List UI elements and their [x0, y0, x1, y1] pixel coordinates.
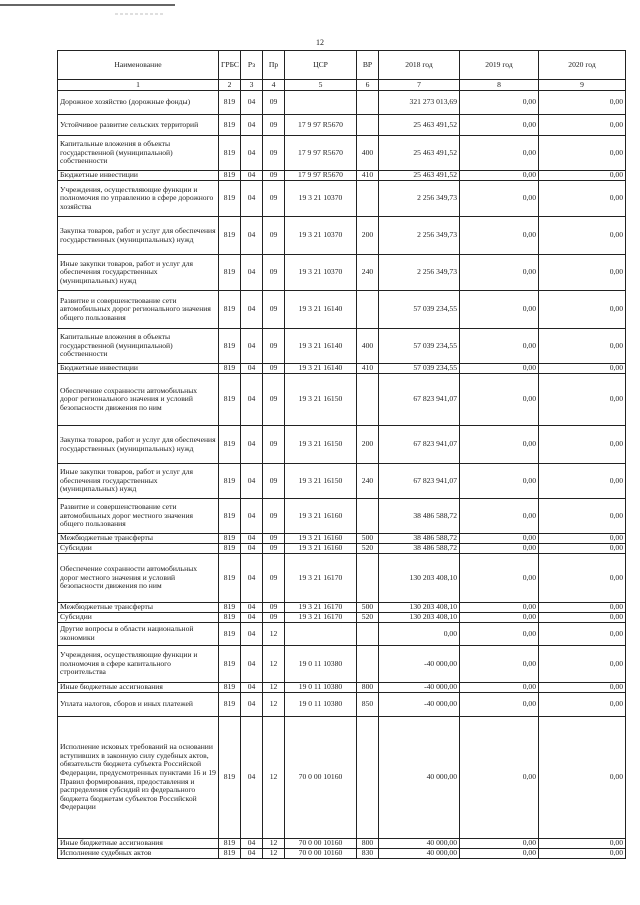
cell-2018: 38 486 588,72 — [379, 499, 460, 534]
cell-pr: 09 — [263, 136, 285, 171]
cell-grbs: 819 — [219, 426, 241, 464]
cell-grbs: 819 — [219, 115, 241, 136]
cell-grbs: 819 — [219, 554, 241, 603]
cell-vr — [357, 91, 379, 115]
cell-name: Иные бюджетные ассигнования — [58, 839, 219, 849]
cell-2020: 0,00 — [539, 646, 626, 683]
cell-pr: 09 — [263, 91, 285, 115]
table-row — [58, 91, 626, 115]
cell-name: Межбюджетные трансферты — [58, 603, 219, 613]
cell-grbs: 819 — [219, 217, 241, 255]
table-row — [58, 255, 626, 291]
cell-2018: 38 486 588,72 — [379, 534, 460, 544]
cell-rz: 04 — [241, 839, 263, 849]
col-index: 8 — [460, 80, 539, 91]
table-row — [58, 136, 626, 171]
cell-rz: 04 — [241, 329, 263, 364]
table-row — [58, 613, 626, 623]
cell-2020: 0,00 — [539, 717, 626, 839]
cell-rz: 04 — [241, 849, 263, 859]
cell-grbs: 819 — [219, 171, 241, 181]
cell-csr: 70 0 00 10160 — [285, 839, 357, 849]
cell-csr: 19 3 21 16150 — [285, 464, 357, 499]
cell-vr — [357, 499, 379, 534]
cell-name: Иные закупки товаров, работ и услуг для обеспечения государственных (муниципальных) нужд — [58, 255, 219, 291]
table-row — [58, 217, 626, 255]
col-header-name: Наименование — [58, 51, 219, 80]
cell-2020: 0,00 — [539, 839, 626, 849]
cell-pr: 09 — [263, 374, 285, 426]
cell-pr: 09 — [263, 181, 285, 217]
cell-vr — [357, 181, 379, 217]
cell-grbs: 819 — [219, 693, 241, 717]
cell-2019: 0,00 — [460, 329, 539, 364]
table-row — [58, 464, 626, 499]
cell-rz: 04 — [241, 717, 263, 839]
cell-2020: 0,00 — [539, 693, 626, 717]
cell-csr: 19 0 11 10380 — [285, 693, 357, 717]
cell-pr: 09 — [263, 544, 285, 554]
cell-2020: 0,00 — [539, 115, 626, 136]
cell-pr: 09 — [263, 464, 285, 499]
cell-rz: 04 — [241, 499, 263, 534]
cell-vr: 410 — [357, 364, 379, 374]
cell-rz: 04 — [241, 171, 263, 181]
cell-pr: 09 — [263, 554, 285, 603]
cell-2019: 0,00 — [460, 171, 539, 181]
table-row — [58, 329, 626, 364]
cell-csr: 19 3 21 16160 — [285, 534, 357, 544]
cell-2019: 0,00 — [460, 426, 539, 464]
col-index: 9 — [539, 80, 626, 91]
cell-pr: 12 — [263, 839, 285, 849]
col-header-2018: 2018 год — [379, 51, 460, 80]
cell-grbs: 819 — [219, 136, 241, 171]
cell-name: Исполнение судебных актов — [58, 849, 219, 859]
cell-rz: 04 — [241, 181, 263, 217]
cell-vr: 200 — [357, 217, 379, 255]
cell-csr: 19 3 21 16170 — [285, 613, 357, 623]
cell-rz: 04 — [241, 646, 263, 683]
cell-name: Иные закупки товаров, работ и услуг для обеспечения государственных (муниципальных) нужд — [58, 464, 219, 499]
cell-2020: 0,00 — [539, 291, 626, 329]
cell-pr: 12 — [263, 693, 285, 717]
cell-pr: 09 — [263, 426, 285, 464]
cell-2019: 0,00 — [460, 291, 539, 329]
cell-2020: 0,00 — [539, 171, 626, 181]
cell-name: Развитие и совершенствование сети автомобильных дорог местного значения общего пользования — [58, 499, 219, 534]
col-index: 6 — [357, 80, 379, 91]
cell-csr: 19 3 21 16150 — [285, 426, 357, 464]
cell-csr: 17 9 97 R5670 — [285, 136, 357, 171]
cell-csr: 17 9 97 R5670 — [285, 115, 357, 136]
col-header-vr: ВР — [357, 51, 379, 80]
cell-2020: 0,00 — [539, 329, 626, 364]
cell-name: Дорожное хозяйство (дорожные фонды) — [58, 91, 219, 115]
cell-vr — [357, 717, 379, 839]
cell-name: Бюджетные инвестиции — [58, 364, 219, 374]
cell-vr: 500 — [357, 534, 379, 544]
col-header-csr: ЦСР — [285, 51, 357, 80]
cell-name: Субсидии — [58, 544, 219, 554]
cell-csr: 70 0 00 10160 — [285, 849, 357, 859]
cell-vr: 400 — [357, 136, 379, 171]
cell-vr: 800 — [357, 839, 379, 849]
table-row — [58, 839, 626, 849]
cell-csr — [285, 91, 357, 115]
cell-2018: 40 000,00 — [379, 717, 460, 839]
cell-name: Бюджетные инвестиции — [58, 171, 219, 181]
cell-name: Капитальные вложения в объекты государственной (муниципальной) собственности — [58, 329, 219, 364]
cell-2019: 0,00 — [460, 613, 539, 623]
cell-name: Капитальные вложения в объекты государственной (муниципальной) собственности — [58, 136, 219, 171]
cell-vr: 240 — [357, 255, 379, 291]
cell-2019: 0,00 — [460, 623, 539, 646]
cell-2018: 40 000,00 — [379, 839, 460, 849]
cell-vr: 500 — [357, 603, 379, 613]
cell-2019: 0,00 — [460, 693, 539, 717]
cell-2019: 0,00 — [460, 683, 539, 693]
cell-2018: -40 000,00 — [379, 683, 460, 693]
cell-2020: 0,00 — [539, 849, 626, 859]
cell-2020: 0,00 — [539, 464, 626, 499]
cell-vr: 520 — [357, 613, 379, 623]
cell-2020: 0,00 — [539, 603, 626, 613]
cell-grbs: 819 — [219, 623, 241, 646]
cell-2018: 57 039 234,55 — [379, 329, 460, 364]
cell-2018: 67 823 941,07 — [379, 464, 460, 499]
cell-vr — [357, 115, 379, 136]
cell-grbs: 819 — [219, 683, 241, 693]
column-index-row — [58, 80, 626, 91]
header-row — [58, 51, 626, 80]
cell-2018: 130 203 408,10 — [379, 603, 460, 613]
table-body — [58, 91, 626, 859]
cell-rz: 04 — [241, 693, 263, 717]
cell-2019: 0,00 — [460, 534, 539, 544]
cell-rz: 04 — [241, 603, 263, 613]
col-index: 1 — [58, 80, 219, 91]
cell-grbs: 819 — [219, 374, 241, 426]
cell-2019: 0,00 — [460, 464, 539, 499]
cell-rz: 04 — [241, 374, 263, 426]
cell-2018: 25 463 491,52 — [379, 115, 460, 136]
table-row — [58, 115, 626, 136]
cell-grbs: 819 — [219, 534, 241, 544]
table-row — [58, 374, 626, 426]
cell-grbs: 819 — [219, 603, 241, 613]
cell-grbs: 819 — [219, 464, 241, 499]
table-row — [58, 364, 626, 374]
cell-csr: 19 0 11 10380 — [285, 646, 357, 683]
cell-pr: 09 — [263, 534, 285, 544]
cell-2019: 0,00 — [460, 364, 539, 374]
cell-name: Закупка товаров, работ и услуг для обеспечения государственных (муниципальных) нужд — [58, 426, 219, 464]
table-row — [58, 544, 626, 554]
col-header-2020: 2020 год — [539, 51, 626, 80]
cell-grbs: 819 — [219, 839, 241, 849]
cell-2018: 38 486 588,72 — [379, 544, 460, 554]
cell-pr: 09 — [263, 291, 285, 329]
cell-2018: -40 000,00 — [379, 646, 460, 683]
cell-2019: 0,00 — [460, 554, 539, 603]
cell-2019: 0,00 — [460, 181, 539, 217]
cell-name: Обеспечение сохранности автомобильных дорог местного значения и условий безопасности движения по ним — [58, 554, 219, 603]
cell-pr: 12 — [263, 849, 285, 859]
cell-vr — [357, 646, 379, 683]
cell-2019: 0,00 — [460, 646, 539, 683]
col-header-grbs: ГРБС — [219, 51, 241, 80]
cell-2019: 0,00 — [460, 849, 539, 859]
cell-2020: 0,00 — [539, 364, 626, 374]
table-row — [58, 171, 626, 181]
cell-name: Учреждения, осуществляющие функции и полномочия в сфере капитального строительства — [58, 646, 219, 683]
cell-2018: 40 000,00 — [379, 849, 460, 859]
cell-2020: 0,00 — [539, 374, 626, 426]
cell-pr: 09 — [263, 217, 285, 255]
table-row — [58, 683, 626, 693]
cell-2020: 0,00 — [539, 683, 626, 693]
cell-pr: 09 — [263, 255, 285, 291]
cell-2018: 2 256 349,73 — [379, 181, 460, 217]
cell-csr: 19 3 21 16160 — [285, 544, 357, 554]
cell-rz: 04 — [241, 464, 263, 499]
cell-2018: 130 203 408,10 — [379, 554, 460, 603]
cell-grbs: 819 — [219, 646, 241, 683]
cell-rz: 04 — [241, 534, 263, 544]
cell-vr: 830 — [357, 849, 379, 859]
cell-name: Учреждения, осуществляющие функции и полномочия по управлению в сфере дорожного хозяйства — [58, 181, 219, 217]
cell-2018: -40 000,00 — [379, 693, 460, 717]
table-row — [58, 717, 626, 839]
cell-vr — [357, 374, 379, 426]
cell-pr: 09 — [263, 329, 285, 364]
cell-rz: 04 — [241, 544, 263, 554]
cell-grbs: 819 — [219, 613, 241, 623]
cell-pr: 12 — [263, 646, 285, 683]
cell-2018: 130 203 408,10 — [379, 613, 460, 623]
col-index: 4 — [263, 80, 285, 91]
cell-csr: 19 3 21 16140 — [285, 329, 357, 364]
cell-2019: 0,00 — [460, 499, 539, 534]
cell-rz: 04 — [241, 91, 263, 115]
cell-2018: 57 039 234,55 — [379, 291, 460, 329]
cell-2019: 0,00 — [460, 91, 539, 115]
cell-grbs: 819 — [219, 849, 241, 859]
cell-rz: 04 — [241, 255, 263, 291]
cell-rz: 04 — [241, 136, 263, 171]
col-header-2019: 2019 год — [460, 51, 539, 80]
cell-name: Развитие и совершенствование сети автомобильных дорог регионального значения общего пользования — [58, 291, 219, 329]
cell-csr: 19 3 21 10370 — [285, 181, 357, 217]
table-row — [58, 554, 626, 603]
cell-2019: 0,00 — [460, 717, 539, 839]
cell-2018: 321 273 013,69 — [379, 91, 460, 115]
cell-2019: 0,00 — [460, 839, 539, 849]
cell-rz: 04 — [241, 683, 263, 693]
cell-rz: 04 — [241, 623, 263, 646]
table-row — [58, 623, 626, 646]
cell-2020: 0,00 — [539, 91, 626, 115]
cell-2020: 0,00 — [539, 426, 626, 464]
cell-vr: 800 — [357, 683, 379, 693]
cell-vr: 410 — [357, 171, 379, 181]
cell-vr: 200 — [357, 426, 379, 464]
cell-pr: 09 — [263, 613, 285, 623]
col-index: 5 — [285, 80, 357, 91]
scan-artifact — [0, 0, 640, 30]
cell-csr: 19 0 11 10380 — [285, 683, 357, 693]
cell-2018: 2 256 349,73 — [379, 255, 460, 291]
cell-csr: 19 3 21 16150 — [285, 374, 357, 426]
col-header-rz: Рз — [241, 51, 263, 80]
cell-rz: 04 — [241, 364, 263, 374]
cell-csr: 19 3 21 16170 — [285, 554, 357, 603]
cell-2020: 0,00 — [539, 623, 626, 646]
cell-name: Уплата налогов, сборов и иных платежей — [58, 693, 219, 717]
cell-grbs: 819 — [219, 329, 241, 364]
table-row — [58, 646, 626, 683]
cell-name: Закупка товаров, работ и услуг для обеспечения государственных (муниципальных) нужд — [58, 217, 219, 255]
cell-vr — [357, 623, 379, 646]
cell-csr: 19 3 21 16170 — [285, 603, 357, 613]
cell-2019: 0,00 — [460, 255, 539, 291]
cell-vr: 520 — [357, 544, 379, 554]
cell-rz: 04 — [241, 426, 263, 464]
cell-grbs: 819 — [219, 255, 241, 291]
cell-2020: 0,00 — [539, 136, 626, 171]
cell-2019: 0,00 — [460, 603, 539, 613]
cell-rz: 04 — [241, 291, 263, 329]
cell-grbs: 819 — [219, 181, 241, 217]
cell-grbs: 819 — [219, 291, 241, 329]
cell-rz: 04 — [241, 613, 263, 623]
cell-2018: 25 463 491,52 — [379, 136, 460, 171]
cell-2019: 0,00 — [460, 374, 539, 426]
cell-2020: 0,00 — [539, 217, 626, 255]
cell-2020: 0,00 — [539, 544, 626, 554]
cell-2018: 25 463 491,52 — [379, 171, 460, 181]
budget-table — [57, 50, 626, 859]
cell-2018: 67 823 941,07 — [379, 426, 460, 464]
table-row — [58, 291, 626, 329]
cell-2019: 0,00 — [460, 115, 539, 136]
cell-2019: 0,00 — [460, 136, 539, 171]
cell-vr — [357, 291, 379, 329]
cell-csr: 19 3 21 10370 — [285, 255, 357, 291]
cell-pr: 09 — [263, 171, 285, 181]
cell-csr: 19 3 21 16140 — [285, 291, 357, 329]
cell-2020: 0,00 — [539, 181, 626, 217]
cell-name: Межбюджетные трансферты — [58, 534, 219, 544]
cell-vr — [357, 554, 379, 603]
cell-2018: 67 823 941,07 — [379, 374, 460, 426]
cell-2018: 57 039 234,55 — [379, 364, 460, 374]
cell-csr: 70 0 00 10160 — [285, 717, 357, 839]
cell-rz: 04 — [241, 217, 263, 255]
cell-name: Исполнение исковых требований на основании вступивших в законную силу судебных актов, обязательств бюджета субъекта Российской Федерации, предусмотренных пунктами 16 и 19 Правил формирования, предоставления и распределения субсидий из федерального бюджета бюджетам субъектов Российской Федерации — [58, 717, 219, 839]
cell-2020: 0,00 — [539, 613, 626, 623]
cell-csr: 19 3 21 16140 — [285, 364, 357, 374]
cell-2020: 0,00 — [539, 534, 626, 544]
cell-name: Другие вопросы в области национальной экономики — [58, 623, 219, 646]
cell-vr: 240 — [357, 464, 379, 499]
table-row — [58, 181, 626, 217]
cell-grbs: 819 — [219, 544, 241, 554]
cell-2020: 0,00 — [539, 499, 626, 534]
cell-2020: 0,00 — [539, 255, 626, 291]
cell-name: Устойчивое развитие сельских территорий — [58, 115, 219, 136]
col-index: 7 — [379, 80, 460, 91]
cell-name: Обеспечение сохранности автомобильных дорог регионального значения и условий безопасности движения по ним — [58, 374, 219, 426]
cell-grbs: 819 — [219, 499, 241, 534]
cell-grbs: 819 — [219, 717, 241, 839]
cell-pr: 09 — [263, 603, 285, 613]
col-index: 3 — [241, 80, 263, 91]
cell-2019: 0,00 — [460, 217, 539, 255]
cell-2018: 2 256 349,73 — [379, 217, 460, 255]
cell-pr: 09 — [263, 115, 285, 136]
cell-vr: 400 — [357, 329, 379, 364]
cell-pr: 12 — [263, 683, 285, 693]
cell-csr: 19 3 21 10370 — [285, 217, 357, 255]
cell-2020: 0,00 — [539, 554, 626, 603]
cell-grbs: 819 — [219, 91, 241, 115]
table-row — [58, 426, 626, 464]
cell-grbs: 819 — [219, 364, 241, 374]
cell-2019: 0,00 — [460, 544, 539, 554]
cell-pr: 12 — [263, 623, 285, 646]
table-row — [58, 849, 626, 859]
table-row — [58, 603, 626, 613]
table-row — [58, 693, 626, 717]
cell-csr: 17 9 97 R5670 — [285, 171, 357, 181]
col-index: 2 — [219, 80, 241, 91]
table-row — [58, 534, 626, 544]
cell-csr — [285, 623, 357, 646]
cell-rz: 04 — [241, 554, 263, 603]
cell-name: Субсидии — [58, 613, 219, 623]
page-number: 12 — [316, 38, 324, 47]
cell-pr: 09 — [263, 364, 285, 374]
cell-csr: 19 3 21 16160 — [285, 499, 357, 534]
cell-pr: 09 — [263, 499, 285, 534]
cell-2018: 0,00 — [379, 623, 460, 646]
cell-name: Иные бюджетные ассигнования — [58, 683, 219, 693]
col-header-pr: Пр — [263, 51, 285, 80]
cell-pr: 12 — [263, 717, 285, 839]
cell-vr: 850 — [357, 693, 379, 717]
cell-rz: 04 — [241, 115, 263, 136]
table-row — [58, 499, 626, 534]
